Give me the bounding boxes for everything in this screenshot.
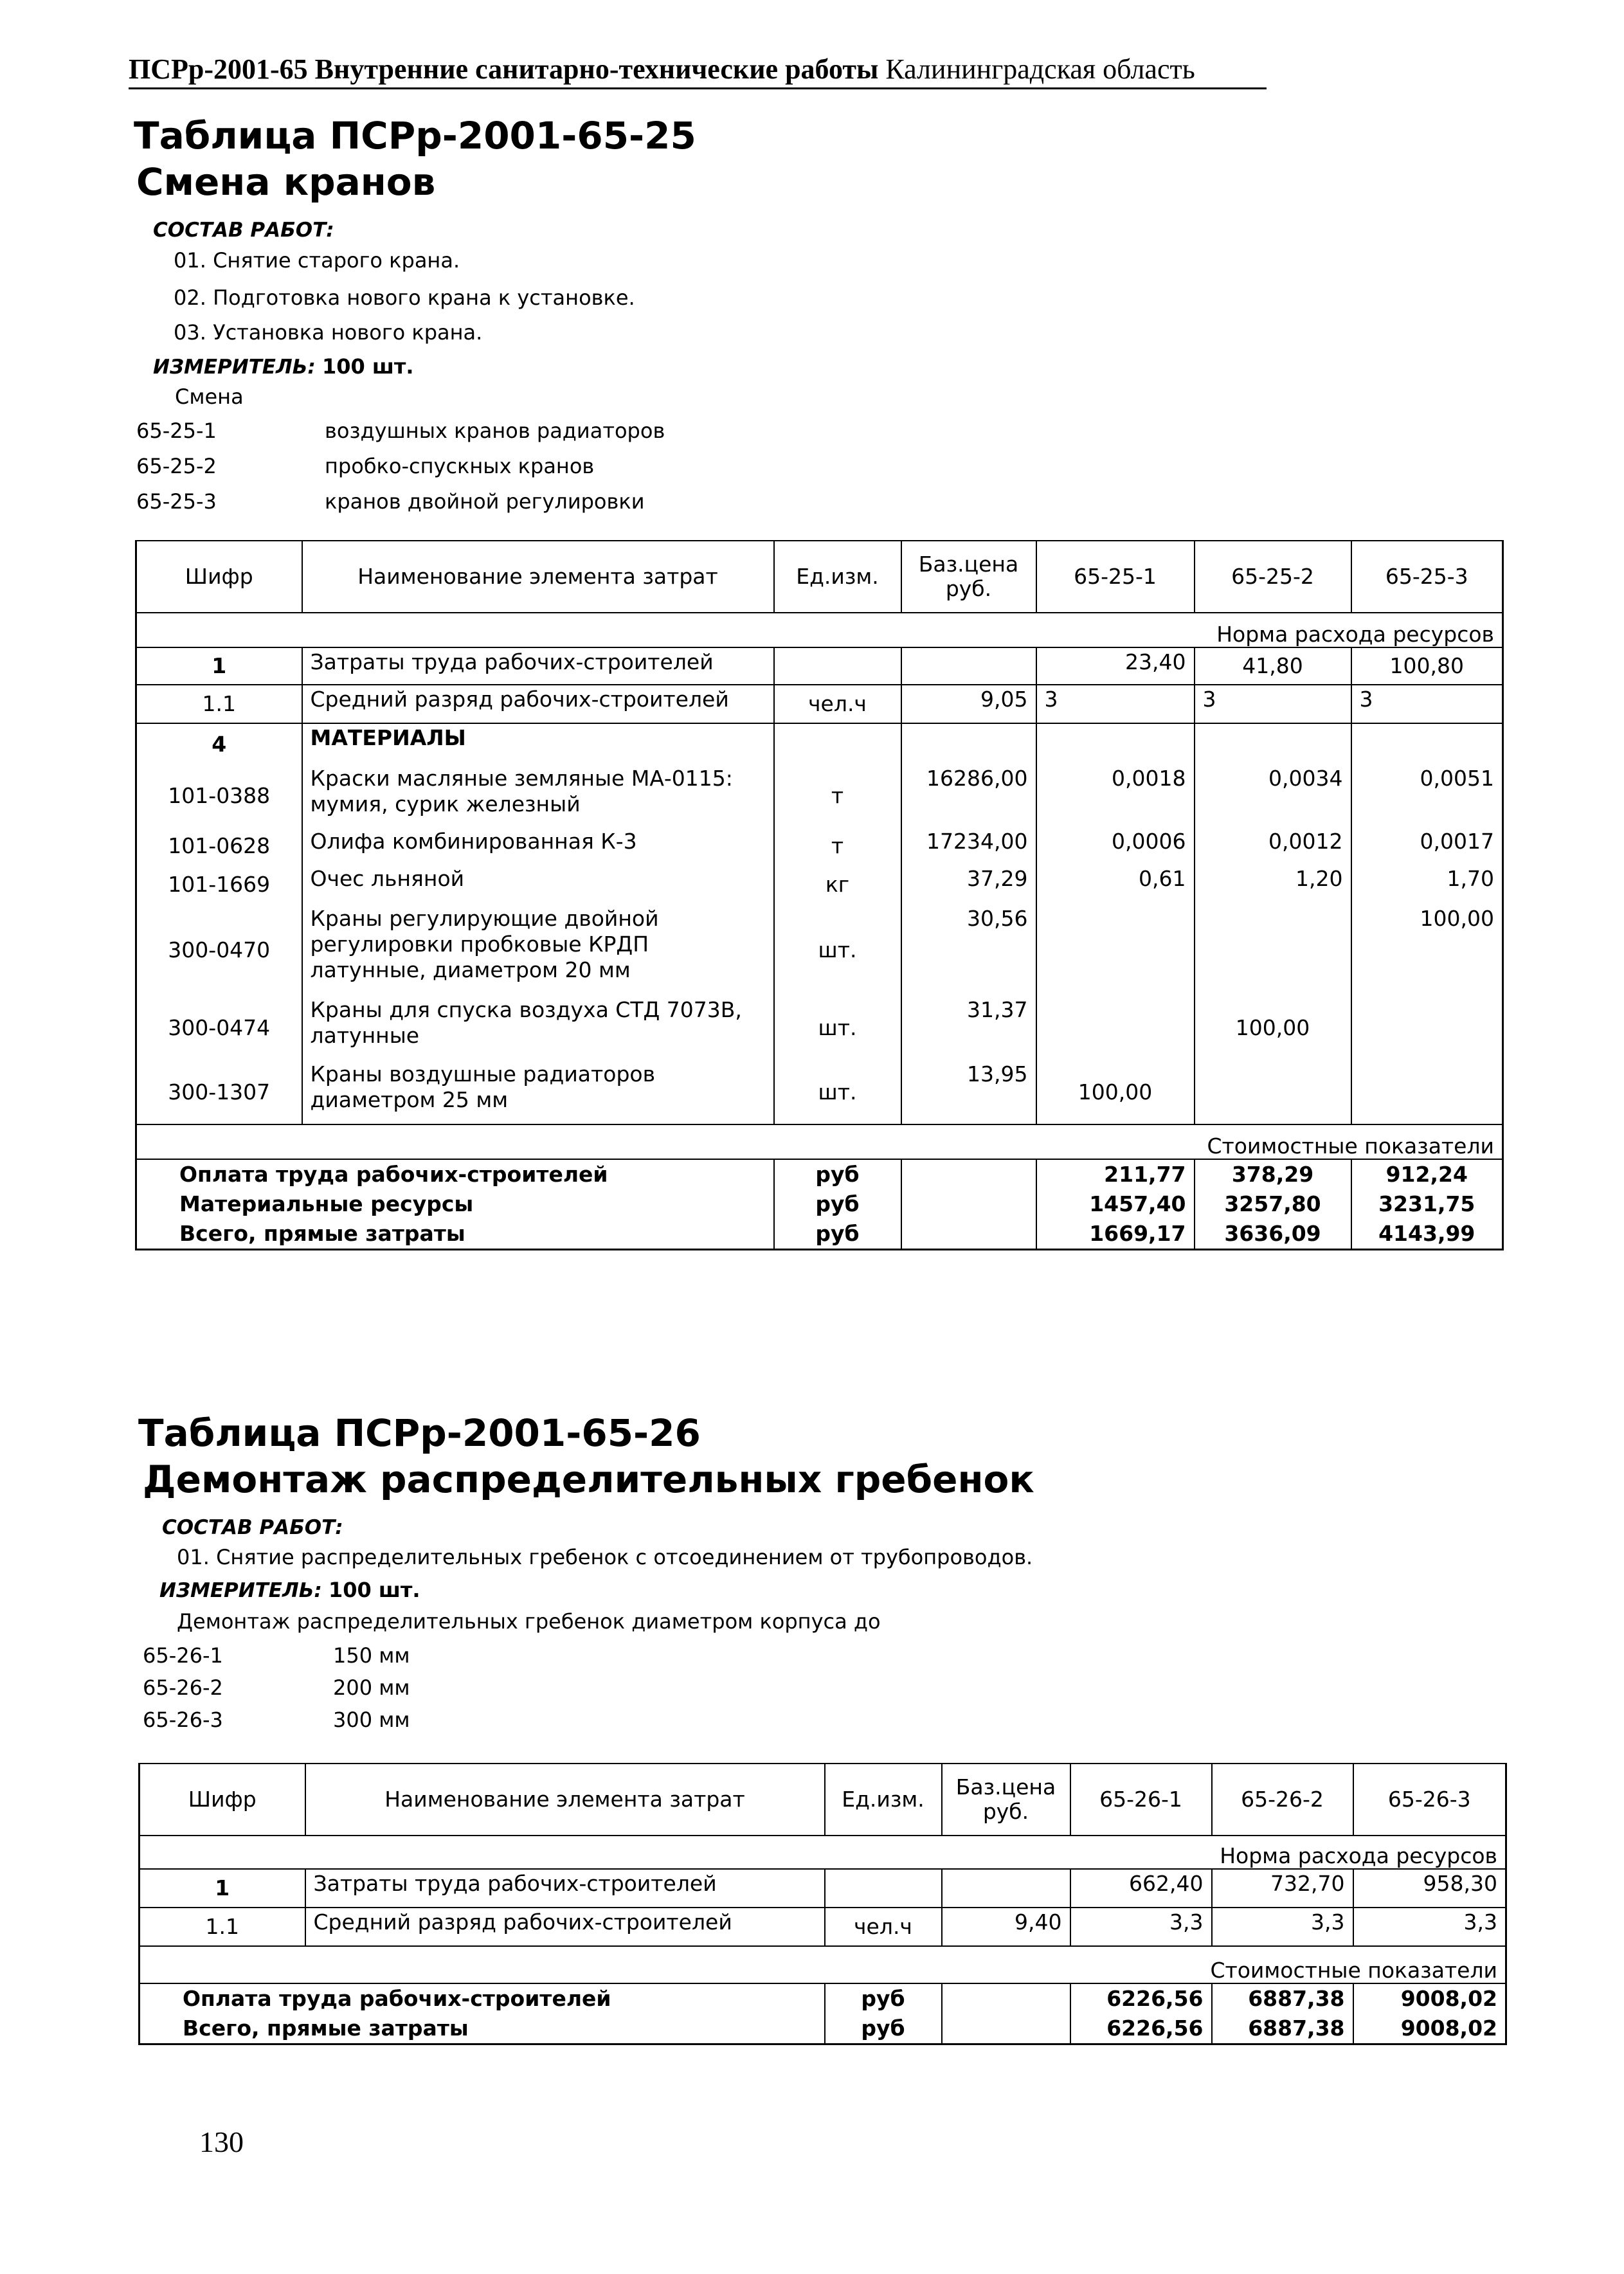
row-price: 16286,00 <box>901 764 1036 827</box>
total-value: 6887,38 <box>1212 2014 1353 2044</box>
total-value: 378,29 <box>1195 1159 1351 1189</box>
total-unit: руб <box>774 1159 901 1189</box>
table2-item-name: 300 мм <box>333 1708 410 1732</box>
row-value: 732,70 <box>1212 1869 1353 1908</box>
row-code: 300-1307 <box>136 1060 302 1124</box>
total-value: 6226,56 <box>1070 2014 1212 2044</box>
table1-meter <box>153 354 414 380</box>
row-value: 100,00 <box>1351 905 1503 996</box>
table2 <box>138 1763 1507 2045</box>
row-value <box>1351 996 1503 1060</box>
table-row <box>136 723 1503 764</box>
table-row <box>136 1060 1503 1124</box>
table1-item-name: кранов двойной регулировки <box>325 489 645 514</box>
row-name: Краски масляные земляные МА-0115: мумия, сурик железный <box>302 764 774 827</box>
row-value: 0,0006 <box>1036 827 1195 865</box>
row-name: Затраты труда рабочих-строителей <box>305 1869 825 1908</box>
row-value: 1,20 <box>1195 865 1351 905</box>
row-name: Средний разряд рабочих-строителей <box>302 685 774 723</box>
total-name: Оплата труда рабочих-строителей <box>136 1159 774 1189</box>
table2-subtitle: Демонтаж распределительных гребенок <box>143 1457 1034 1501</box>
row-value: 3,3 <box>1212 1908 1353 1946</box>
row-unit: чел.ч <box>774 685 901 723</box>
row-code: 300-0474 <box>136 996 302 1060</box>
row-code: 101-1669 <box>136 865 302 905</box>
row-unit <box>774 647 901 685</box>
col-header: Наименование элемента затрат <box>302 541 774 613</box>
row-name: Средний разряд рабочих-строителей <box>305 1908 825 1946</box>
row-name: Очес льняной <box>302 865 774 905</box>
table-row <box>136 905 1503 996</box>
total-name: Всего, прямые затраты <box>140 2014 825 2044</box>
table2-meter-value: 100 шт. <box>328 1578 420 1602</box>
row-name: Краны для спуска воздуха СТД 7073В, латунные <box>302 996 774 1060</box>
total-value: 4143,99 <box>1351 1219 1503 1250</box>
row-code: 1.1 <box>136 685 302 723</box>
total-value: 1457,40 <box>1036 1189 1195 1219</box>
total-row <box>140 1983 1506 2014</box>
row-unit: кг <box>774 865 901 905</box>
col-header: Баз.цена руб. <box>942 1764 1070 1836</box>
row-value: 100,00 <box>1195 996 1351 1060</box>
col-header: 65-25-1 <box>1036 541 1195 613</box>
row-value: 0,0034 <box>1195 764 1351 827</box>
table-row <box>136 647 1503 685</box>
table1-subtitle: Смена кранов <box>136 160 436 204</box>
row-unit: т <box>774 764 901 827</box>
row-name: Затраты труда рабочих-строителей <box>302 647 774 685</box>
row-price <box>901 647 1036 685</box>
total-row <box>136 1219 1503 1250</box>
row-price: 13,95 <box>901 1060 1036 1124</box>
row-value: 100,80 <box>1351 647 1503 685</box>
table2-meter <box>159 1577 420 1603</box>
page-number: 130 <box>199 2125 244 2158</box>
row-price: 37,29 <box>901 865 1036 905</box>
row-code: 4 <box>136 723 302 764</box>
table-row <box>140 1908 1506 1946</box>
table1-header-row <box>136 541 1503 613</box>
row-price: 9,40 <box>942 1908 1070 1946</box>
row-unit: чел.ч <box>825 1908 942 1946</box>
row-value <box>1195 1060 1351 1124</box>
total-price <box>901 1219 1036 1250</box>
col-header: Ед.изм. <box>825 1764 942 1836</box>
row-unit <box>774 723 901 764</box>
row-name: Краны воздушные радиаторов диаметром 25 мм <box>302 1060 774 1124</box>
total-row <box>136 1159 1503 1189</box>
row-name: МАТЕРИАЛЫ <box>302 723 774 764</box>
row-value: 3 <box>1351 685 1503 723</box>
total-unit: руб <box>825 1983 942 2014</box>
total-value: 3231,75 <box>1351 1189 1503 1219</box>
total-value: 1669,17 <box>1036 1219 1195 1250</box>
col-header: Баз.цена руб. <box>901 541 1036 613</box>
row-value: 958,30 <box>1353 1869 1506 1908</box>
row-value <box>1351 723 1503 764</box>
total-value: 9008,02 <box>1353 1983 1506 2014</box>
col-header: 65-26-3 <box>1353 1764 1506 1836</box>
table1-item-name: пробко-спускных кранов <box>325 454 595 478</box>
col-header: 65-25-2 <box>1195 541 1351 613</box>
row-code: 101-0388 <box>136 764 302 827</box>
total-value: 912,24 <box>1351 1159 1503 1189</box>
row-name: Краны регулирующие двойной регулировки пробковые КРДП латунные, диаметром 20 мм <box>302 905 774 996</box>
row-price: 31,37 <box>901 996 1036 1060</box>
row-price <box>901 723 1036 764</box>
table2-step: 01. Снятие распределительных гребенок с отсоединением от трубопроводов. <box>177 1545 1033 1569</box>
header-title: ПСРр-2001-65 Внутренние санитарно-технические работы <box>129 53 879 85</box>
row-value: 0,0051 <box>1351 764 1503 827</box>
table1-item-code: 65-25-2 <box>136 454 217 478</box>
table2-meter-label: ИЗМЕРИТЕЛЬ: <box>159 1579 322 1602</box>
total-unit: руб <box>774 1219 901 1250</box>
table1-item-code: 65-25-1 <box>136 419 217 443</box>
table-row <box>136 685 1503 723</box>
table2-intro: Демонтаж распределительных гребенок диаметром корпуса до <box>177 1609 881 1634</box>
norm-label: Норма расхода ресурсов <box>136 613 1503 647</box>
table-row <box>136 827 1503 865</box>
total-price <box>942 1983 1070 2014</box>
row-value <box>1036 905 1195 996</box>
row-code: 300-0470 <box>136 905 302 996</box>
table1-title: Таблица ПСРр-2001-65-25 <box>134 114 696 158</box>
row-code: 1 <box>140 1869 305 1908</box>
total-price <box>942 2014 1070 2044</box>
total-value: 211,77 <box>1036 1159 1195 1189</box>
table2-item-code: 65-26-1 <box>143 1643 223 1668</box>
total-value: 6887,38 <box>1212 1983 1353 2014</box>
row-price: 9,05 <box>901 685 1036 723</box>
row-price: 30,56 <box>901 905 1036 996</box>
row-value: 0,0018 <box>1036 764 1195 827</box>
table1-item-code: 65-25-3 <box>136 489 217 514</box>
total-name: Материальные ресурсы <box>136 1189 774 1219</box>
cost-label: Стоимостные показатели <box>136 1124 1503 1159</box>
table1-meter-label: ИЗМЕРИТЕЛЬ: <box>153 356 316 379</box>
row-value: 100,00 <box>1036 1060 1195 1124</box>
table2-item-code: 65-26-2 <box>143 1675 223 1700</box>
row-price: 17234,00 <box>901 827 1036 865</box>
table1-sostav-label: СОСТАВ РАБОТ: <box>153 219 334 242</box>
total-row <box>136 1189 1503 1219</box>
row-value <box>1195 723 1351 764</box>
col-header: Ед.изм. <box>774 541 901 613</box>
total-name: Оплата труда рабочих-строителей <box>140 1983 825 2014</box>
running-header <box>129 53 1267 89</box>
total-price <box>901 1189 1036 1219</box>
row-value: 3 <box>1036 685 1195 723</box>
row-value: 3,3 <box>1070 1908 1212 1946</box>
table-row <box>136 996 1503 1060</box>
row-code: 1.1 <box>140 1908 305 1946</box>
row-unit: шт. <box>774 1060 901 1124</box>
row-value: 3 <box>1195 685 1351 723</box>
row-value <box>1351 1060 1503 1124</box>
table-row <box>136 865 1503 905</box>
norm-label: Норма расхода ресурсов <box>140 1836 1506 1869</box>
total-value: 6226,56 <box>1070 1983 1212 2014</box>
row-value: 41,80 <box>1195 647 1351 685</box>
row-value: 0,0017 <box>1351 827 1503 865</box>
col-header: Наименование элемента затрат <box>305 1764 825 1836</box>
table1-intro: Смена <box>175 384 244 409</box>
table-row <box>136 764 1503 827</box>
row-unit: шт. <box>774 905 901 996</box>
total-unit: руб <box>774 1189 901 1219</box>
table1 <box>135 540 1504 1250</box>
row-value: 23,40 <box>1036 647 1195 685</box>
col-header: 65-26-1 <box>1070 1764 1212 1836</box>
table1-step: 01. Снятие старого крана. <box>174 248 460 273</box>
table2-sostav-label: СОСТАВ РАБОТ: <box>162 1516 343 1539</box>
row-unit: т <box>774 827 901 865</box>
row-value: 0,0012 <box>1195 827 1351 865</box>
header-region: Калининградская область <box>885 53 1195 85</box>
cost-label: Стоимостные показатели <box>140 1946 1506 1983</box>
row-code: 1 <box>136 647 302 685</box>
table1-item-name: воздушных кранов радиаторов <box>325 419 665 443</box>
total-name: Всего, прямые затраты <box>136 1219 774 1250</box>
row-value <box>1036 996 1195 1060</box>
row-value <box>1036 723 1195 764</box>
col-header: 65-26-2 <box>1212 1764 1353 1836</box>
row-value: 662,40 <box>1070 1869 1212 1908</box>
table-row <box>140 1869 1506 1908</box>
table2-item-name: 200 мм <box>333 1675 410 1700</box>
total-price <box>901 1159 1036 1189</box>
total-value: 3257,80 <box>1195 1189 1351 1219</box>
col-header: 65-25-3 <box>1351 541 1503 613</box>
row-value: 1,70 <box>1351 865 1503 905</box>
table2-header-row <box>140 1764 1506 1836</box>
total-value: 9008,02 <box>1353 2014 1506 2044</box>
row-price <box>942 1869 1070 1908</box>
total-row <box>140 2014 1506 2044</box>
table2-item-code: 65-26-3 <box>143 1708 223 1732</box>
row-value: 3,3 <box>1353 1908 1506 1946</box>
total-unit: руб <box>825 2014 942 2044</box>
table1-meter-value: 100 шт. <box>321 354 414 379</box>
total-value: 3636,09 <box>1195 1219 1351 1250</box>
table1-step: 03. Установка нового крана. <box>174 320 483 345</box>
table2-title: Таблица ПСРр-2001-65-26 <box>138 1411 701 1455</box>
row-value: 0,61 <box>1036 865 1195 905</box>
row-unit: шт. <box>774 996 901 1060</box>
col-header: Шифр <box>140 1764 305 1836</box>
table1-step: 02. Подготовка нового крана к установке. <box>174 285 635 310</box>
row-value <box>1195 905 1351 996</box>
row-unit <box>825 1869 942 1908</box>
row-name: Олифа комбинированная К-3 <box>302 827 774 865</box>
row-code: 101-0628 <box>136 827 302 865</box>
col-header: Шифр <box>136 541 302 613</box>
table2-item-name: 150 мм <box>333 1643 410 1668</box>
